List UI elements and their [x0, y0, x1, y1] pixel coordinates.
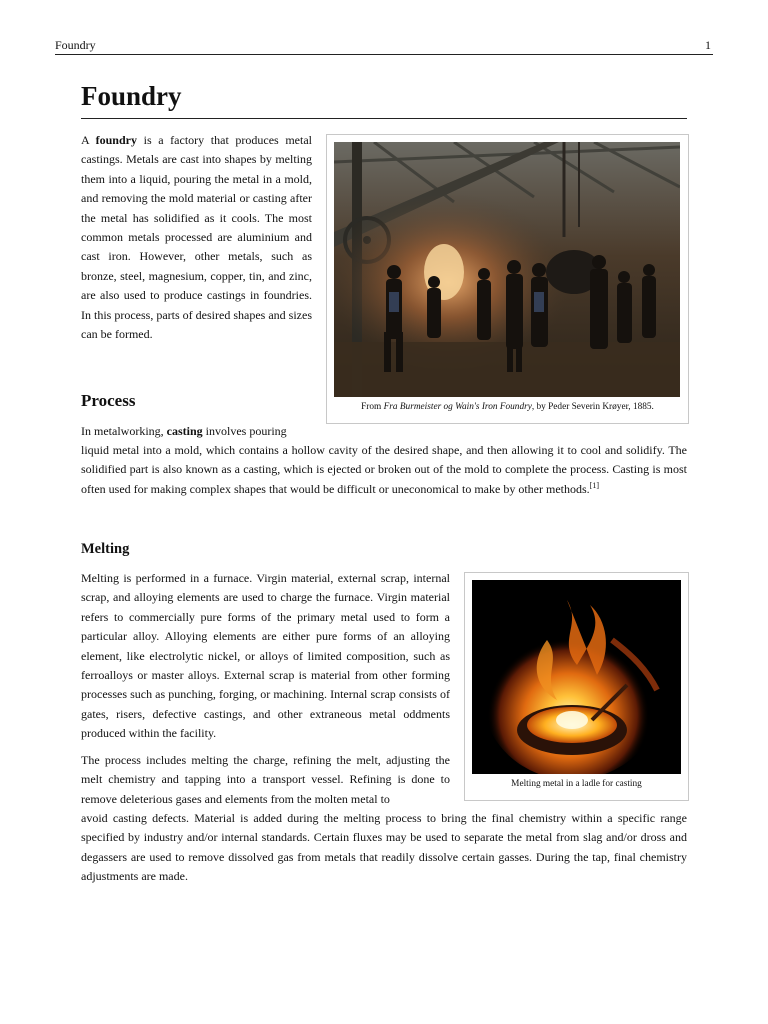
page-number: 1 [705, 38, 711, 52]
running-header-title: Foundry [55, 38, 96, 52]
ladle-photo-figure [464, 572, 689, 801]
ladle-photo-image [472, 580, 681, 774]
process-paragraph: liquid metal into a mold, which contains a hollow cavity of the desired shape, and then allowing it to cool and solidify. The solidified part is also known as a casting, which is ejected or broken out of the mold to complete the process. Casting is most often used for making complex shapes that would be difficult or uneconomical to make by other methods.[1] [81, 443, 687, 496]
term-foundry: foundry [95, 133, 137, 147]
foundry-painting-figure [326, 134, 689, 424]
intro-paragraph: A foundry is a factory that produces metal castings. Metals are cast into shapes by melting them into a liquid, pouring the metal in a mold, and removing the mold material or casting after the metal has solidified as it cools. The most common metals processed are aluminium and cast iron. However, other metals, such as bronze, steel, magnesium, copper, tin, and zinc, are also used to produce castings in foundries. In this process, parts of desired shapes and sizes can be formed. [81, 133, 312, 342]
melting-heading: Melting [81, 541, 130, 557]
ladle-photo-caption: Melting metal in a ladle for casting [511, 779, 642, 789]
melting-paragraph-2-narrow: The process includes melting the charge, refining the melt, adjusting the melt chemistry and tapping into a transport vessel. Refining is done to remove deleterious gases and elements from the molten metal to [81, 753, 450, 806]
foundry-painting-image [334, 142, 680, 397]
melting-paragraph-1: Melting is performed in a furnace. Virgin material, external scrap, internal scrap, and alloying elements are used to charge the furnace. Virgin material refers to commercially pure forms of the primary metal used to form a particular alloy. Alloying elements are either pure forms of an alloying element, like electrolytic nickel, or alloys of limited composition, such as ferroalloys or master alloys. External scrap is material from other forming processes such as punching, forging, or machining. Internal scrap consists of gates, risers, defective castings, and other extraneous metal oddments produced within the facility. [81, 571, 450, 741]
term-casting: casting [166, 424, 203, 438]
running-header [55, 38, 713, 55]
melting-paragraph-2-wide: avoid casting defects. Material is added during the melting process to bring the final chemistry within a specific range specified by industry and/or internal standards. Certain fluxes may be used to separate the metal from slag and/or dross and degassers are used to remove dissolved gas from metals that readily dissolve certain gasses. During the tap, final chemistry adjustments are made. [81, 811, 687, 884]
process-first-line: In metalworking, casting involves pouring [81, 424, 287, 438]
article-title: Foundry [81, 78, 687, 119]
process-heading: Process [81, 391, 136, 410]
foundry-painting-caption: From Fra Burmeister og Wain's Iron Foundry, by Peder Severin Krøyer, 1885. [361, 402, 654, 412]
citation-link[interactable]: [1] [589, 480, 599, 490]
